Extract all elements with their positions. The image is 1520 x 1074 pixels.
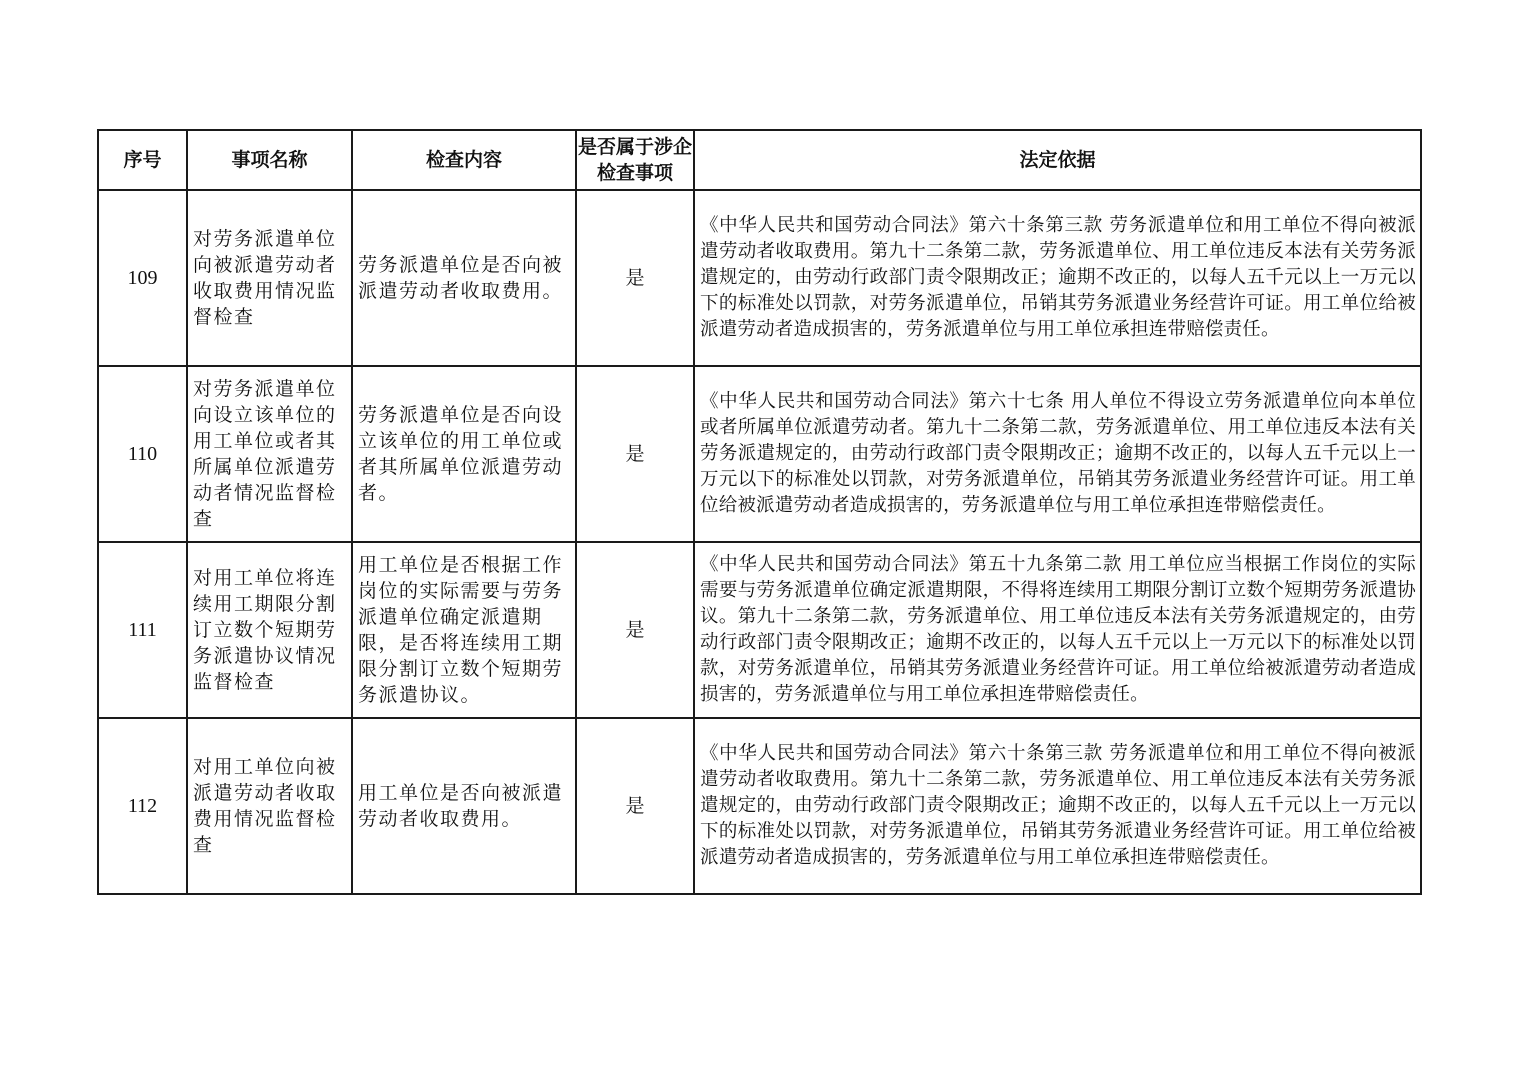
row-seq: 109 (98, 190, 187, 366)
row-inspection-content: 用工单位是否根据工作岗位的实际需要与劳务派遣单位确定派遣期限，是否将连续用工期限分割订立数个短期劳务派遣协议。 (352, 542, 576, 718)
header-seq: 序号 (98, 130, 187, 190)
header-item-name: 事项名称 (187, 130, 352, 190)
row-seq: 110 (98, 366, 187, 542)
header-inspection-content: 检查内容 (352, 130, 576, 190)
row-legal-basis: 《中华人民共和国劳动合同法》第六十七条 用人单位不得设立劳务派遣单位向本单位或者所属单位派遣劳动者。第九十二条第二款，劳务派遣单位、用工单位违反本法有关劳务派遣规定的，由劳动行政部门责令限期改正；逾期不改正的，以每人五千元以上一万元以下的标准处以罚款，对劳务派遣单位，吊销其劳务派遣业务经营许可证。用工单位给被派遣劳动者造成损害的，劳务派遣单位与用工单位承担连带赔偿责任。 (694, 366, 1421, 542)
header-legal-basis: 法定依据 (694, 130, 1421, 190)
row-item-name: 对劳务派遣单位向设立该单位的用工单位或者其所属单位派遣劳动者情况监督检查 (187, 366, 352, 542)
row-inspection-content: 劳务派遣单位是否向被派遣劳动者收取费用。 (352, 190, 576, 366)
row-is-enterprise: 是 (576, 542, 694, 718)
row-is-enterprise: 是 (576, 366, 694, 542)
row-is-enterprise: 是 (576, 190, 694, 366)
header-is-enterprise-inspection: 是否属于涉企检查事项 (576, 130, 694, 190)
row-seq: 112 (98, 718, 187, 894)
row-item-name: 对劳务派遣单位向被派遣劳动者收取费用情况监督检查 (187, 190, 352, 366)
row-inspection-content: 用工单位是否向被派遣劳动者收取费用。 (352, 718, 576, 894)
row-legal-basis: 《中华人民共和国劳动合同法》第六十条第三款 劳务派遣单位和用工单位不得向被派遣劳动者收取费用。第九十二条第二款，劳务派遣单位、用工单位违反本法有关劳务派遣规定的，由劳动行政部门责令限期改正；逾期不改正的，以每人五千元以上一万元以下的标准处以罚款，对劳务派遣单位，吊销其劳务派遣业务经营许可证。用工单位给被派遣劳动者造成损害的，劳务派遣单位与用工单位承担连带赔偿责任。 (694, 190, 1421, 366)
row-inspection-content: 劳务派遣单位是否向设立该单位的用工单位或者其所属单位派遣劳动者。 (352, 366, 576, 542)
table-row (98, 190, 1421, 366)
table-row (98, 718, 1421, 894)
row-is-enterprise: 是 (576, 718, 694, 894)
row-seq: 111 (98, 542, 187, 718)
table-row (98, 542, 1421, 718)
table-row (98, 366, 1421, 542)
row-item-name: 对用工单位将连续用工期限分割订立数个短期劳务派遣协议情况监督检查 (187, 542, 352, 718)
inspection-items-table (97, 129, 1422, 895)
row-legal-basis: 《中华人民共和国劳动合同法》第六十条第三款 劳务派遣单位和用工单位不得向被派遣劳动者收取费用。第九十二条第二款，劳务派遣单位、用工单位违反本法有关劳务派遣规定的，由劳动行政部门责令限期改正；逾期不改正的，以每人五千元以上一万元以下的标准处以罚款，对劳务派遣单位，吊销其劳务派遣业务经营许可证。用工单位给被派遣劳动者造成损害的，劳务派遣单位与用工单位承担连带赔偿责任。 (694, 718, 1421, 894)
row-legal-basis: 《中华人民共和国劳动合同法》第五十九条第二款 用工单位应当根据工作岗位的实际需要与劳务派遣单位确定派遣期限，不得将连续用工期限分割订立数个短期劳务派遣协议。第九十二条第二款，劳务派遣单位、用工单位违反本法有关劳务派遣规定的，由劳动行政部门责令限期改正；逾期不改正的，以每人五千元以上一万元以下的标准处以罚款，对劳务派遣单位，吊销其劳务派遣业务经营许可证。用工单位给被派遣劳动者造成损害的，劳务派遣单位与用工单位承担连带赔偿责任。 (694, 542, 1421, 718)
row-item-name: 对用工单位向被派遣劳动者收取费用情况监督检查 (187, 718, 352, 894)
table-header-row (98, 130, 1421, 190)
